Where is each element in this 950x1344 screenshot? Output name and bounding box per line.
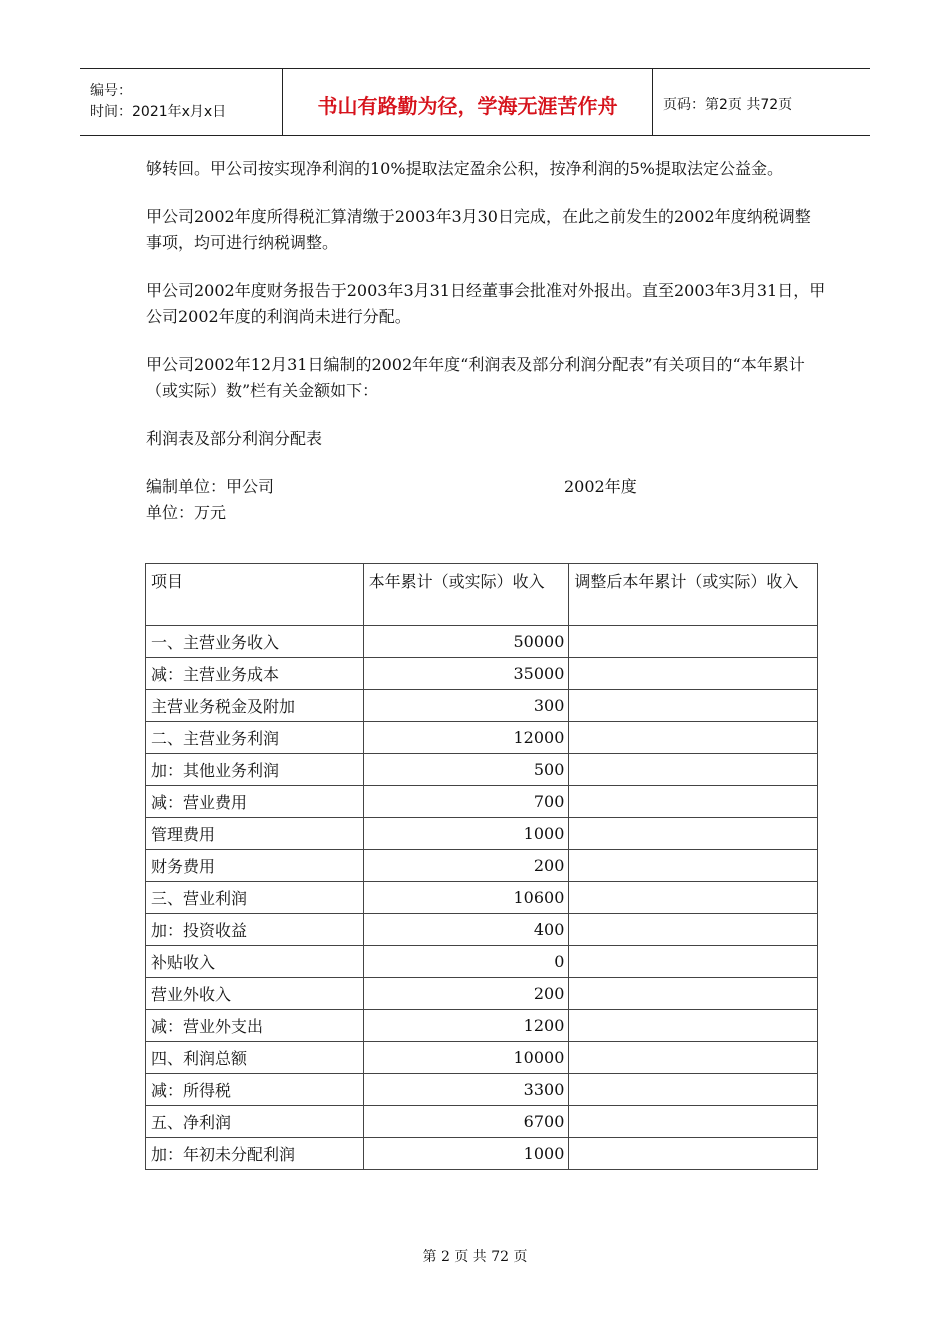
table-row bbox=[146, 1106, 818, 1138]
table-cell-item: 减：所得税 bbox=[146, 1074, 364, 1106]
table-cell-item: 加：投资收益 bbox=[146, 914, 364, 946]
fiscal-year-label: 2002年度 bbox=[564, 477, 637, 496]
table-cell-adjusted bbox=[569, 882, 818, 914]
table-row bbox=[146, 946, 818, 978]
header-motto: 书山有路勤为径，学海无涯苦作舟 bbox=[282, 69, 653, 135]
table-cell-amount: 700 bbox=[363, 786, 569, 818]
table-cell-amount: 35000 bbox=[363, 658, 569, 690]
table-cell-adjusted bbox=[569, 690, 818, 722]
table-cell-adjusted bbox=[569, 1010, 818, 1042]
table-cell-item: 三、营业利润 bbox=[146, 882, 364, 914]
table-cell-adjusted bbox=[569, 1106, 818, 1138]
table-cell-amount: 1000 bbox=[363, 818, 569, 850]
table-cell-item: 五、净利润 bbox=[146, 1106, 364, 1138]
table-cell-item: 加：年初未分配利润 bbox=[146, 1138, 364, 1170]
table-cell-item: 四、利润总额 bbox=[146, 1042, 364, 1074]
table-cell-item: 减：营业费用 bbox=[146, 786, 364, 818]
table-cell-amount: 6700 bbox=[363, 1106, 569, 1138]
profit-table bbox=[145, 563, 818, 1170]
table-cell-item: 减：营业外支出 bbox=[146, 1010, 364, 1042]
table-row bbox=[146, 850, 818, 882]
table-cell-adjusted bbox=[569, 946, 818, 978]
header-meta bbox=[80, 69, 282, 135]
table-cell-adjusted bbox=[569, 1042, 818, 1074]
paragraph: 甲公司2002年度所得税汇算清缴于2003年3月30日完成，在此之前发生的2002年度纳税调整事项，均可进行纳税调整。 bbox=[146, 207, 811, 252]
table-cell-amount: 400 bbox=[363, 914, 569, 946]
table-cell-item: 加：其他业务利润 bbox=[146, 754, 364, 786]
table-cell-adjusted bbox=[569, 818, 818, 850]
table-cell-amount: 50000 bbox=[363, 626, 569, 658]
table-cell-adjusted bbox=[569, 1074, 818, 1106]
page-footer: 第 2 页 共 72 页 bbox=[422, 1249, 528, 1265]
table-cell-amount: 3300 bbox=[363, 1074, 569, 1106]
table-row bbox=[146, 754, 818, 786]
column-header-amount: 本年累计（或实际）收入 bbox=[363, 564, 569, 626]
table-row bbox=[146, 658, 818, 690]
table-cell-adjusted bbox=[569, 978, 818, 1010]
table-cell-amount: 300 bbox=[363, 690, 569, 722]
column-header-adjusted: 调整后本年累计（或实际）收入 bbox=[569, 564, 818, 626]
table-cell-adjusted bbox=[569, 914, 818, 946]
table-cell-amount: 200 bbox=[363, 978, 569, 1010]
time-label: 时间：2021年x月x日 bbox=[90, 104, 227, 120]
table-row bbox=[146, 1138, 818, 1170]
table-cell-amount: 0 bbox=[363, 946, 569, 978]
table-row bbox=[146, 978, 818, 1010]
column-header-item: 项目 bbox=[146, 564, 364, 626]
table-cell-item: 减：主营业务成本 bbox=[146, 658, 364, 690]
table-row bbox=[146, 818, 818, 850]
table-cell-item: 财务费用 bbox=[146, 850, 364, 882]
table-cell-amount: 10000 bbox=[363, 1042, 569, 1074]
table-cell-adjusted bbox=[569, 754, 818, 786]
table-cell-item: 管理费用 bbox=[146, 818, 364, 850]
table-cell-amount: 10600 bbox=[363, 882, 569, 914]
paragraph: 够转回。甲公司按实现净利润的10%提取法定盈余公积，按净利润的5%提取法定公益金。 bbox=[146, 159, 783, 178]
table-cell-item: 补贴收入 bbox=[146, 946, 364, 978]
table-row bbox=[146, 1042, 818, 1074]
table-cell-adjusted bbox=[569, 1138, 818, 1170]
table-body bbox=[146, 626, 818, 1170]
table-header-row bbox=[146, 564, 818, 626]
table-cell-item: 二、主营业务利润 bbox=[146, 722, 364, 754]
number-label: 编号： bbox=[90, 83, 132, 99]
table-cell-amount: 12000 bbox=[363, 722, 569, 754]
table-cell-adjusted bbox=[569, 722, 818, 754]
currency-unit-label: 单位：万元 bbox=[146, 503, 227, 522]
table-cell-adjusted bbox=[569, 850, 818, 882]
table-cell-amount: 1000 bbox=[363, 1138, 569, 1170]
table-row bbox=[146, 1074, 818, 1106]
compiler-label: 编制单位：甲公司 bbox=[146, 477, 275, 496]
document-body bbox=[146, 156, 826, 542]
table-cell-adjusted bbox=[569, 626, 818, 658]
table-cell-item: 一、主营业务收入 bbox=[146, 626, 364, 658]
table-cell-amount: 200 bbox=[363, 850, 569, 882]
table-cell-item: 营业外收入 bbox=[146, 978, 364, 1010]
table-cell-adjusted bbox=[569, 658, 818, 690]
table-row bbox=[146, 690, 818, 722]
table-row bbox=[146, 882, 818, 914]
table-cell-adjusted bbox=[569, 786, 818, 818]
paragraph: 甲公司2002年12月31日编制的2002年年度“利润表及部分利润分配表”有关项目的“本年累计（或实际）数”栏有关金额如下： bbox=[146, 355, 805, 400]
table-row bbox=[146, 626, 818, 658]
paragraph: 甲公司2002年度财务报告于2003年3月31日经董事会批准对外报出。直至2003年3月31日，甲公司2002年度的利润尚未进行分配。 bbox=[146, 281, 826, 326]
table-row bbox=[146, 914, 818, 946]
table-row bbox=[146, 1010, 818, 1042]
header-page-label: 页码：第2页 共72页 bbox=[663, 97, 793, 113]
table-cell-item: 主营业务税金及附加 bbox=[146, 690, 364, 722]
unit-info bbox=[146, 474, 826, 526]
table-title: 利润表及部分利润分配表 bbox=[146, 429, 323, 448]
table-row bbox=[146, 786, 818, 818]
table-cell-amount: 1200 bbox=[363, 1010, 569, 1042]
table-cell-amount: 500 bbox=[363, 754, 569, 786]
document-header bbox=[80, 68, 870, 136]
table-row bbox=[146, 722, 818, 754]
